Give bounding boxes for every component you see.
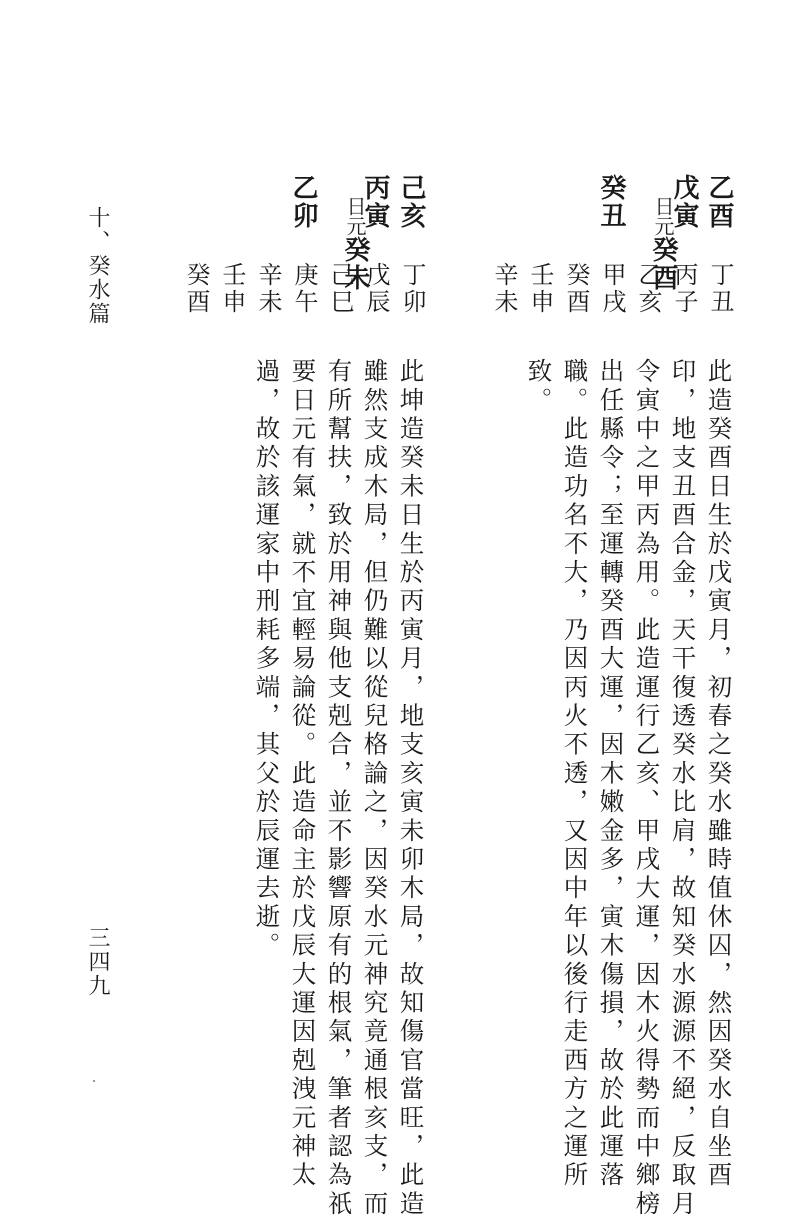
text2-line: 雖然支成木局，但仍難以從兒格論之，因癸水元神究竟通根亥支，而 [360,358,390,1219]
chart2-luck-pillar: 庚午 [290,262,318,316]
chart2-hour-pillar: 乙卯 [288,174,318,230]
chart2-day-label: 日元 [343,196,367,236]
text2-line: 過，故於該運家中刑耗多端，其父於辰運去逝。 [252,358,282,961]
chart1-luck-pillar: 壬申 [526,262,554,316]
chart2-luck-pillar: 辛未 [254,262,282,316]
chart2-luck-pillar: 戊辰 [362,262,390,316]
chart2-luck-pillar: 己巳 [326,262,354,316]
chart1-day-stem-branch: 癸酉 [648,236,678,292]
chart2-month-pillar: 丙寅 [360,174,390,230]
text1-line: 令寅中之甲丙為用。此造運行乙亥、甲戌大運，因木火得勢而中鄉榜 [632,358,662,1219]
chart2-day-stem-branch: 癸未 [340,236,370,292]
text1-line: 致。 [524,358,554,416]
chart1-year-pillar: 乙酉 [704,174,734,230]
chart1-month-pillar: 戊寅 [669,174,699,230]
text1-line: 出任縣令；至運轉癸酉大運，因木嫩金多，寅木傷損，故於此運落 [596,358,626,1191]
text1-line: 印，地支丑酉合金，天干復透癸水比肩，故知癸水源源不絕，反取月 [668,358,698,1219]
chart1-luck-pillar: 甲戌 [598,262,626,316]
chart1-luck-pillar: 乙亥 [634,262,662,316]
chart1-luck-pillar: 癸酉 [562,262,590,316]
chart2-luck-pillar: 壬申 [218,262,246,316]
chart1-day-label: 日元 [651,196,675,236]
chart1-luck-pillar: 丙子 [670,262,698,316]
chart2-luck-pillar: 癸酉 [182,262,210,316]
text2-line: 此坤造癸未日生於丙寅月，地支亥寅未卯木局，故知傷官當旺，此造 [396,358,426,1219]
chart1-luck-pillar: 辛未 [490,262,518,316]
chart1-hour-pillar: 癸丑 [596,174,626,230]
chart1-luck-pillar: 丁丑 [706,262,734,316]
page-number: 三四九 [85,926,110,998]
chart2-luck-pillar: 丁卯 [398,262,426,316]
text1-line: 此造癸酉日生於戊寅月，初春之癸水雖時值休囚，然因癸水自坐酉 [704,358,734,1191]
section-title: 十、癸水篇 [85,206,110,326]
chart2-year-pillar: 己亥 [396,174,426,230]
text2-line: 要日元有氣，就不宜輕易論從。此造命主於戊辰大運因剋洩元神太 [288,358,318,1191]
page-speck [93,1080,95,1082]
text2-line: 有所幫扶，致於用神與他支剋合，並不影響原有的根氣，筆者認為祇 [324,358,354,1219]
text1-line: 職。此造功名不大，乃因丙火不透，又因中年以後行走西方之運所 [560,358,590,1191]
